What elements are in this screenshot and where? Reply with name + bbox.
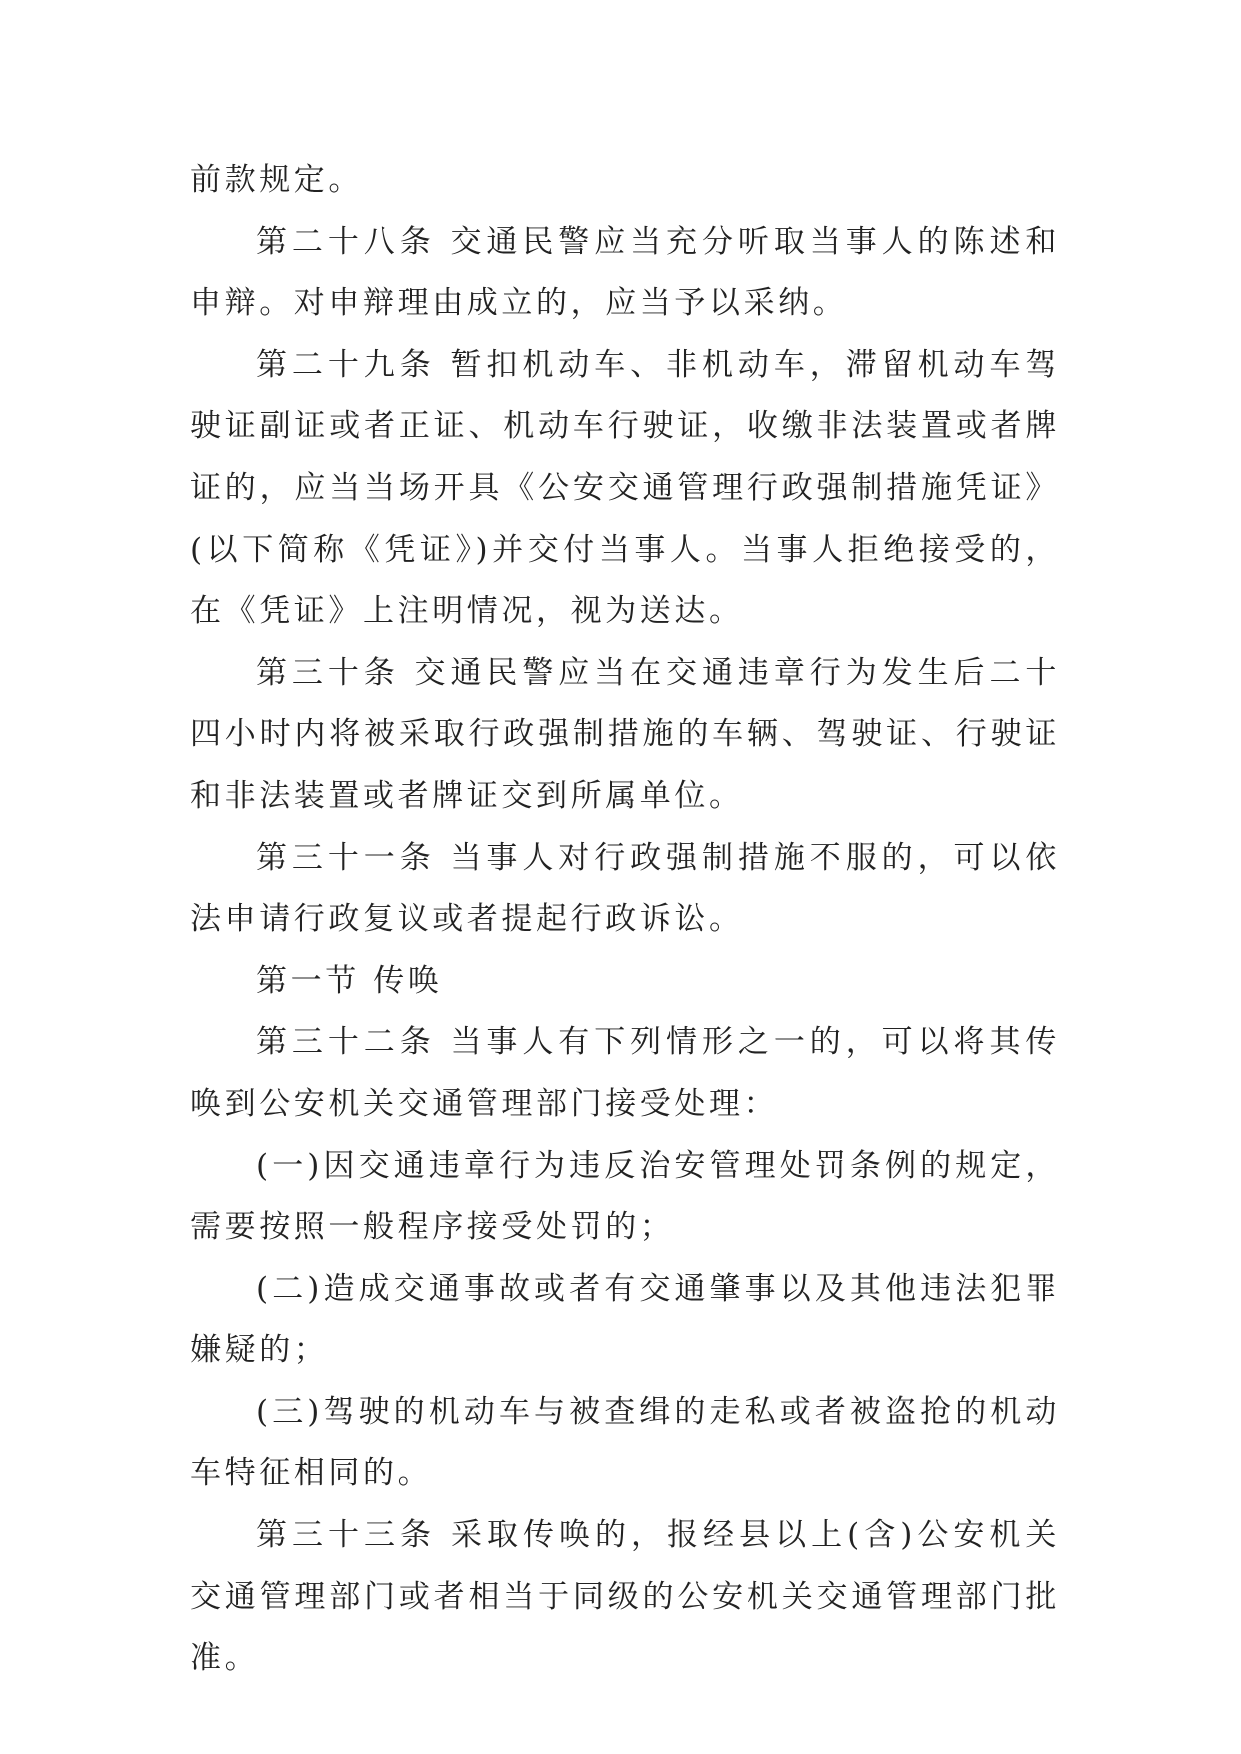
article-32-item-3: (三)驾驶的机动车与被查缉的走私或者被盗抢的机动车特征相同的。 [190,1393,1060,1492]
article-30: 第三十条 交通民警应当在交通违章行为发生后二十四小时内将被采取行政强制措施的车辆、驾驶证、行驶证和非法装置或者牌证交到所属单位。 [190,654,1060,814]
article-28: 第二十八条 交通民警应当充分听取当事人的陈述和申辩。对申辩理由成立的，应当予以采纳。 [190,223,1060,322]
article-33: 第三十三条 采取传唤的，报经县以上(含)公安机关交通管理部门或者相当于同级的公安机关交通管理部门批准。 [190,1517,1060,1677]
article-29: 第二十九条 暂扣机动车、非机动车，滞留机动车驾驶证副证或者正证、机动车行驶证，收缴非法装置或者牌证的，应当当场开具《公安交通管理行政强制措施凭证》(以下简称《凭证》)并交付当事人。当事人拒绝接受的，在《凭证》上注明情况，视为送达。 [190,346,1060,630]
article-32: 第三十二条 当事人有下列情形之一的，可以将其传唤到公安机关交通管理部门接受处理： [190,1024,1060,1122]
article-32-item-1: (一)因交通违章行为违反治安管理处罚条例的规定，需要按照一般程序接受处罚的； [190,1147,1060,1246]
document-body [190,150,1060,1690]
article-32-item-2: (二)造成交通事故或者有交通肇事以及其他违法犯罪嫌疑的； [190,1270,1060,1369]
article-31: 第三十一条 当事人对行政强制措施不服的，可以依法申请行政复议或者提起行政诉讼。 [190,839,1060,938]
section-heading: 第一节 传唤 [256,962,443,999]
paragraph-continuation: 前款规定。 [190,162,363,198]
